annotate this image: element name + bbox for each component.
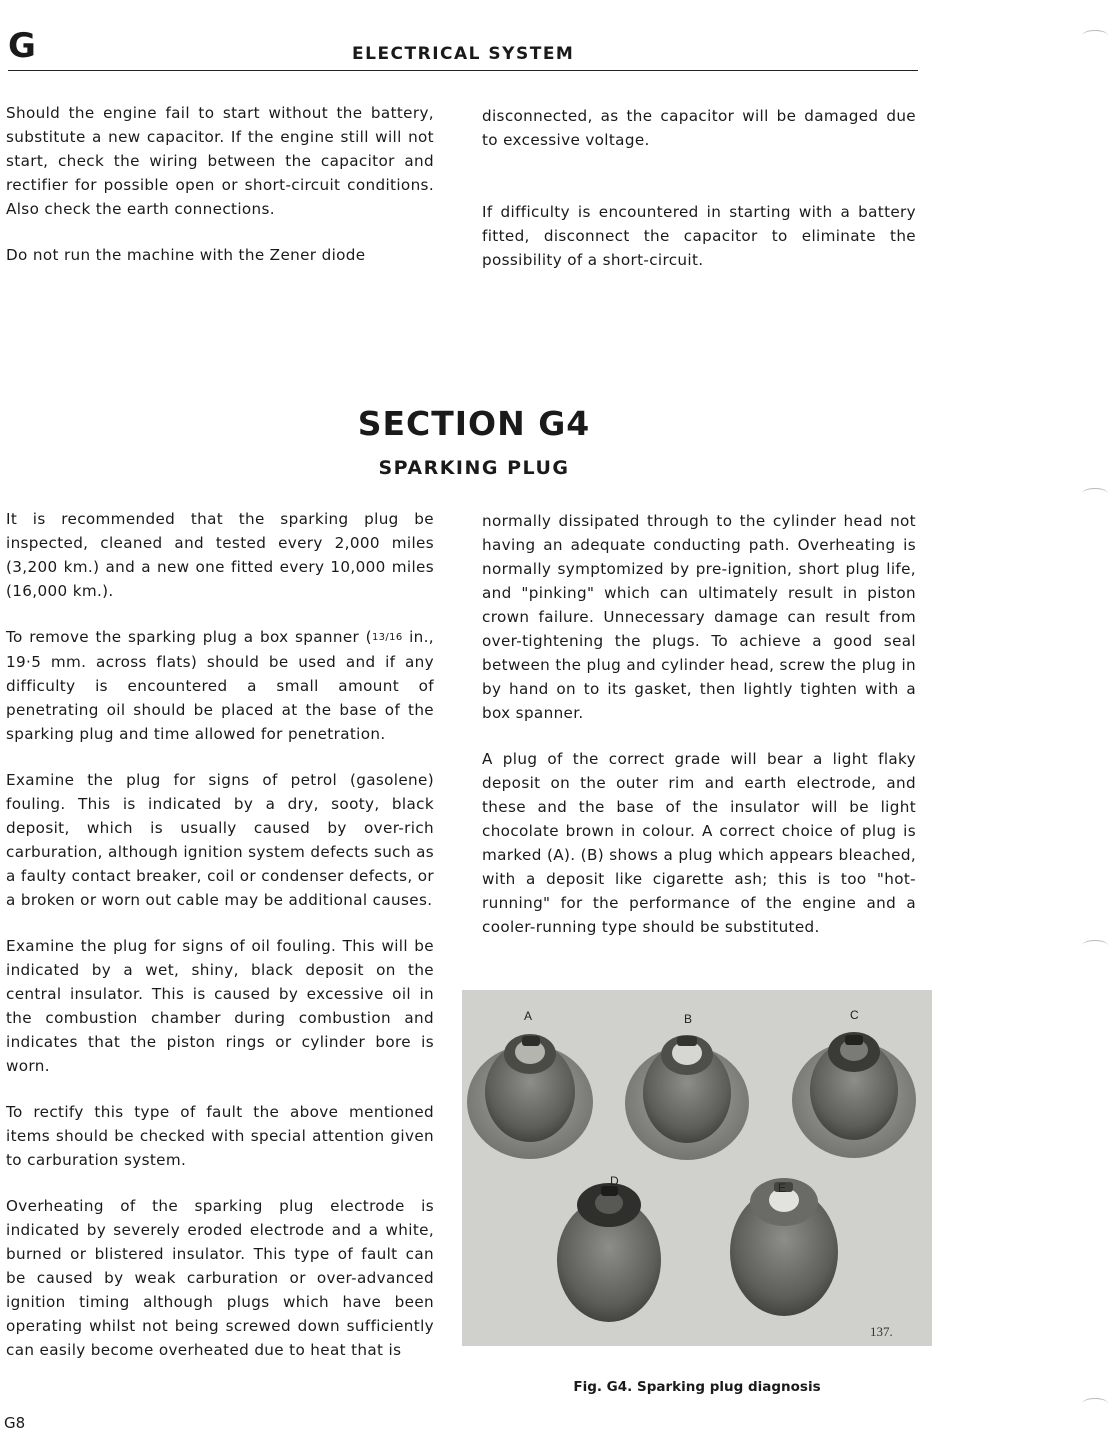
paragraph: Do not run the machine with the Zener diode [6,246,366,264]
edge-mark [1082,940,1108,951]
paragraph: Should the engine fail to start without the battery, substitute a new capacitor. If the engine still will not start, check the wiring between the capacitor and rectifier for possible open or short-circuit conditions. Also check the earth connections. [6,104,434,218]
page-number: G8 [4,1414,26,1432]
page-header-title: ELECTRICAL SYSTEM [352,44,575,64]
edge-mark [1082,488,1108,499]
section-subtitle: SPARKING PLUG [378,457,570,479]
paragraph: Overheating of the sparking plug electrode is indicated by severely eroded electrode and a white, burned or blistered insulator. This type of fault can be caused by weak carburation or over-advanced ignition timing although plugs which have been operating whilst not being screwed down sufficiently can easily become overheated due to heat that is [6,1197,434,1359]
paragraph: Examine the plug for signs of oil fouling. This will be indicated by a wet, shiny, black deposit on the central insulator. This is caused by excessive oil in the combustion chamber during combustion and indicates that the piston rings or cylinder bore is worn. [6,937,434,1075]
paragraph: If difficulty is encountered in starting with a battery fitted, disconnect the capacitor to eliminate the possibility of a short-circuit. [482,203,916,269]
body-left-column [6,507,434,1362]
paragraph: normally dissipated through to the cylinder head not having an adequate conducting path. Overheating is normally symptomized by pre-ignition, short plug life, and "pinking" which can ultimately result in piston crown failure. Unnecessary damage can result from over-tightening the plugs. To achieve a good seal between the plug and cylinder head, screw the plug in by hand on to its gasket, then lightly tighten with a box spanner. [482,512,916,722]
photo-number: 137. [870,1324,893,1339]
paragraph-spanner [6,625,434,746]
fraction: 13/16 [371,632,403,643]
plug-label-a: A [524,1009,533,1023]
fraction-numerator: 13 [371,632,386,643]
paragraph: disconnected, as the capacitor will be damaged due to excessive voltage. [482,107,916,149]
edge-mark [1082,1398,1108,1409]
plug-label-b: B [684,1012,693,1026]
header-rule [8,70,918,71]
top-right-column [482,104,916,272]
body-right-column [482,509,916,939]
paragraph: To rectify this type of fault the above mentioned items should be checked with special attention given to carburation system. [6,1103,434,1169]
sparking-plug-photo [462,990,932,1346]
figure-caption: Fig. G4. Sparking plug diagnosis [573,1379,821,1395]
plug-label-c: C [850,1008,859,1022]
plug-photo-image [462,990,932,1346]
plug-label-e: E [778,1181,787,1195]
text: in., 19·5 mm. across flats) should be used and if any difficulty is encountered a small amount of penetrating oil should be placed at the base of the sparking plug and time allowed for penetration. [6,628,434,743]
section-letter: G [8,26,36,66]
top-left-column [6,101,434,267]
fraction-denominator: 16 [389,632,403,643]
paragraph: It is recommended that the sparking plug be inspected, cleaned and tested every 2,000 miles (3,200 km.) and a new one fitted every 10,000 miles (16,000 km.). [6,510,434,600]
section-title: SECTION G4 [357,404,591,443]
paragraph: Examine the plug for signs of petrol (gasolene) fouling. This is indicated by a dry, sooty, black deposit, which is usually caused by over-rich carburation, although ignition system defects such as a faulty contact breaker, coil or condenser defects, or a broken or worn out cable may be additional causes. [6,771,434,909]
text: To remove the sparking plug a box spanner ( [6,628,372,646]
plug-label-d: D [610,1174,619,1188]
edge-mark [1082,30,1108,41]
paragraph: A plug of the correct grade will bear a light flaky deposit on the outer rim and earth electrode, and these and the base of the insulator will be light chocolate brown in colour. A correct choice of plug is marked (A). (B) shows a plug which appears bleached, with a deposit like cigarette ash; this is too "hot-running" for the performance of the engine and a cooler-running type should be substituted. [482,750,916,936]
